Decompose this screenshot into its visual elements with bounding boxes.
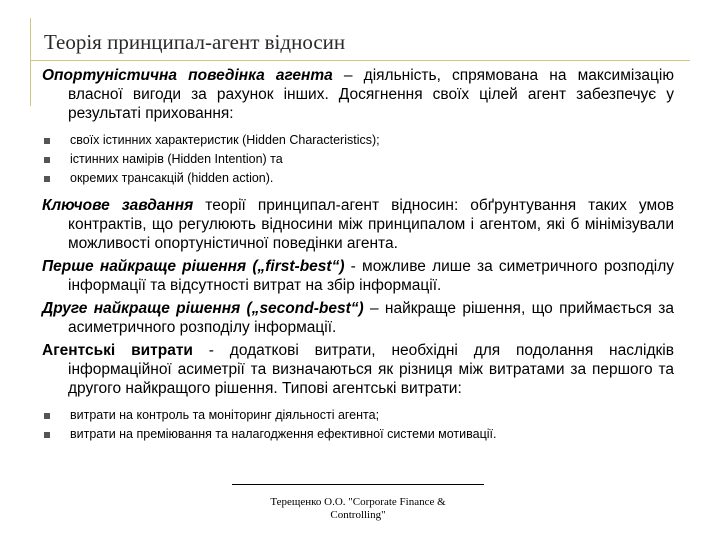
term-first-best-quote: („first-best“) — [246, 258, 345, 275]
list-item: істинних намірів (Hidden Intention) та — [42, 150, 674, 169]
term-agency-costs: Агентські витрати — [42, 342, 193, 359]
slide-title: Теорія принципал-агент відносин — [44, 30, 346, 54]
list-item: витрати на преміювання та налагодження ефективної системи мотивації. — [42, 425, 674, 444]
list-item: витрати на контроль та моніторинг діяльності агента; — [42, 406, 674, 425]
agency-costs-list — [42, 406, 674, 444]
title-underline — [30, 60, 690, 61]
definition-text: – найкраще рішення, що приймається за асиметричного розподілу інформації. — [68, 300, 674, 336]
paragraph-opportunistic-behavior — [42, 66, 674, 123]
footer-line-1: Терещенко О.О. "Corporate Finance & — [270, 496, 446, 508]
paragraph-first-best — [42, 257, 674, 295]
term-opportunistic-behavior: Опортуністична поведінка агента — [42, 67, 333, 84]
square-bullet-icon — [44, 176, 50, 182]
hidden-items-list — [42, 131, 674, 188]
paragraph-agency-costs — [42, 341, 674, 398]
list-item: окремих трансакцій (hidden action). — [42, 169, 674, 188]
definition-text: - можливе лише за симетричного розподілу інформації та відсутності витрат на збір інформації. — [68, 258, 674, 294]
list-item: своїх істинних характеристик (Hidden Characteristics); — [42, 131, 674, 150]
definition-text: – діяльність, спрямована на максимізацію власної вигоди за рахунок інших. Досягнення своїх цілей агент забезпечує у результаті приховання: — [68, 67, 674, 122]
term-key-task: Ключове завдання — [42, 197, 194, 214]
paragraph-second-best — [42, 299, 674, 337]
footer-divider — [232, 484, 484, 485]
square-bullet-icon — [44, 138, 50, 144]
definition-text: - додаткові витрати, необхідні для подолання наслідків інформаційної асиметрії та визначаються як різниця між витратами за першого та другого найкращого рішення. Типові агентські витрати: — [68, 342, 674, 397]
term-first-best: Перше найкраще рішення — [42, 258, 247, 275]
footer-line-2: Controlling" — [330, 509, 386, 521]
paragraph-key-task — [42, 196, 674, 253]
square-bullet-icon — [44, 157, 50, 163]
term-second-best-quote: („second-best“) — [240, 300, 364, 317]
term-second-best: Друге найкраще рішення — [42, 300, 241, 317]
slide-body — [42, 66, 674, 452]
square-bullet-icon — [44, 413, 50, 419]
decorative-vertical-line — [30, 18, 31, 106]
square-bullet-icon — [44, 432, 50, 438]
footer-citation — [232, 496, 484, 522]
definition-text: теорії принципал-агент відносин: обґрунтування таких умов контрактів, що регулюють відносини між принципалом і агентом, які б мінімізували можливості опортуністичної поведінки агента. — [68, 197, 674, 252]
